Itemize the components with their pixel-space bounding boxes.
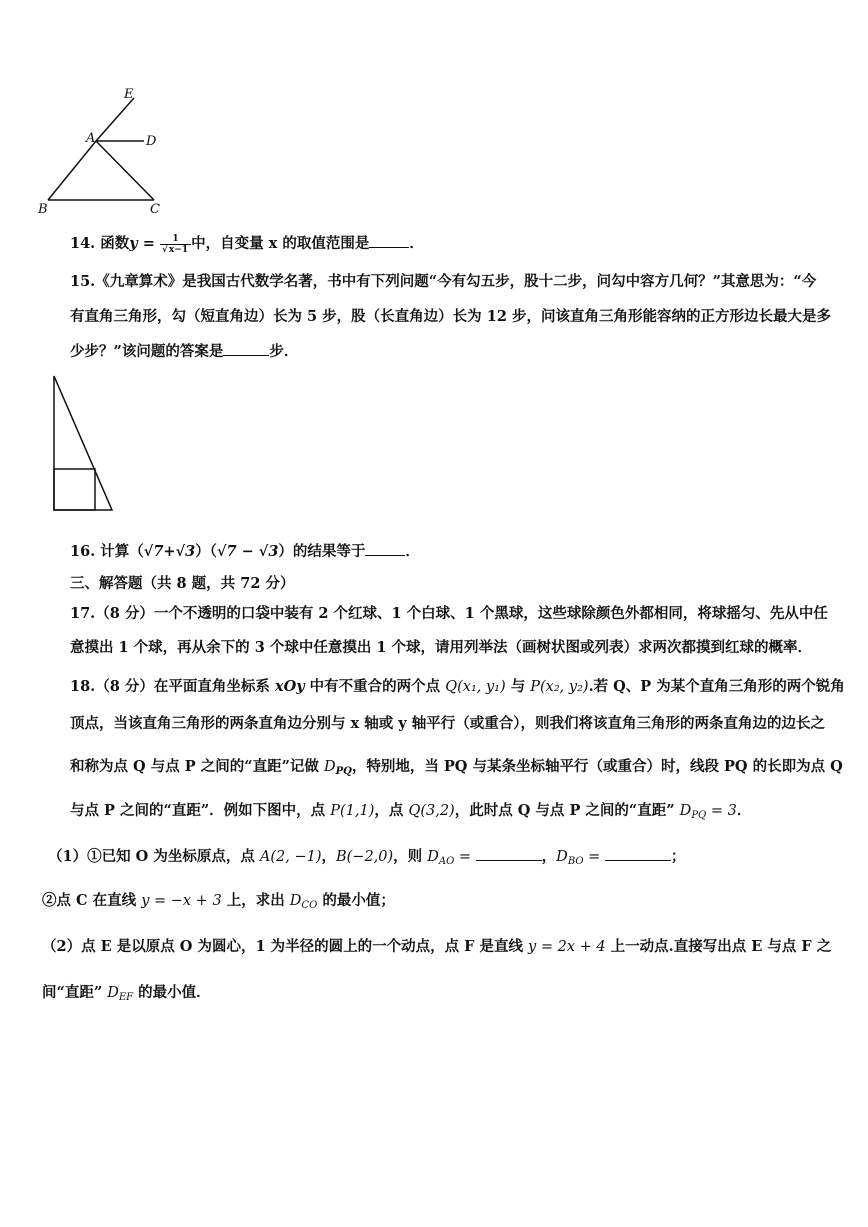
label-a: A (86, 131, 96, 146)
question-18-part-2-line-1: （2）点 E 是以原点 O 为圆心，1 为半径的圆上的一个动点，点 F 是直线 y = 2x + 4 上一动点.直接写出点 E 与点 F 之 (42, 938, 832, 955)
segment-ab (48, 141, 96, 200)
question-18-line-2: 顶点，当该直角三角形的两条直角边分别与 x 轴或 y 轴平行（或重合），则我们将该直角三角形的两条直角边的边长之 (70, 715, 826, 732)
answer-blank[interactable] (365, 541, 405, 556)
question-17-line-2: 意摸出 1 个球，再从余下的 3 个球中任意摸出 1 个球，请用列举法（画树状图或列表）求两次都摸到红球的概率． (70, 639, 813, 656)
question-16: 16. 计算（√7+√3）（√7 − √3）的结果等于 ． (70, 543, 420, 560)
question-15-line-2: 有直角三角形，勾（短直角边）长为 5 步，股（长直角边）长为 12 步，问该直角三角形能容纳的正方形边长最大是多 (70, 308, 831, 325)
question-14: 14. 函数y = $\frac{1}{√x-1}$ 中，自变量 x 的取值范围是 ． (70, 233, 424, 255)
question-18-part-1b: ②点 C 在直线 y = −x + 3 上，求出 $D_{CO}$ 的最小值； (42, 892, 395, 911)
question-18-line-1: 18.（8 分）在平面直角坐标系 xOy 中有不重合的两个点 Q(x₁, y₁) 与 P(x₂, y₂).若 Q、P 为某个直角三角形的两个锐角 (70, 678, 845, 695)
question-18-line-3: 和称为点 Q 与点 P 之间的“直距”记做 $D_{PQ}$，特别地，当 PQ 与某条坐标轴平行（或重合）时，线段 PQ 的长即为点 Q (70, 758, 843, 777)
question-15-line-1: 15.《九章算术》是我国古代数学名著，书中有下列问题“今有勾五步，股十二步，问勾中容方几何？”其意思为：“今 (70, 273, 817, 290)
label-b: B (38, 202, 48, 217)
answer-blank-dbo[interactable] (605, 846, 671, 861)
answer-blank[interactable] (369, 233, 409, 248)
inscribed-square (54, 469, 95, 510)
label-c: C (150, 202, 160, 217)
question-18-line-4: 与点 P 之间的“直距”．例如下图中，点 P(1,1)，点 Q(3,2)，此时点 Q 与点 P 之间的“直距” $D_{PQ} = 3$． (70, 802, 752, 821)
answer-blank[interactable] (223, 341, 269, 356)
answer-blank-dao[interactable] (476, 846, 542, 861)
segment-ae (96, 98, 134, 141)
triangle-figure (36, 84, 166, 219)
segment-ac (96, 141, 154, 200)
question-17-line-1: 17.（8 分）一个不透明的口袋中装有 2 个红球、1 个白球、1 个黑球，这些球除颜色外都相同，将球摇匀、先从中任 (70, 605, 828, 622)
label-d: D (146, 134, 157, 149)
section-title: 三、解答题（共 8 题，共 72 分） (70, 575, 295, 592)
question-18-part-1a: （1）①已知 O 为坐标原点，点 A(2, −1)，B(−2,0)，则 $D_{AO}$ = ，$D_{BO}$ = ； (48, 848, 686, 867)
right-triangle (54, 376, 112, 510)
question-15-line-3: 少步？”该问题的答案是 步． (70, 343, 299, 360)
label-e: E (124, 87, 134, 102)
right-triangle-square-figure (50, 372, 120, 514)
fraction: $\frac{1}{√x-1}$ (160, 234, 191, 255)
question-18-part-2-line-2: 间“直距” $D_{EF}$ 的最小值． (42, 984, 211, 1003)
